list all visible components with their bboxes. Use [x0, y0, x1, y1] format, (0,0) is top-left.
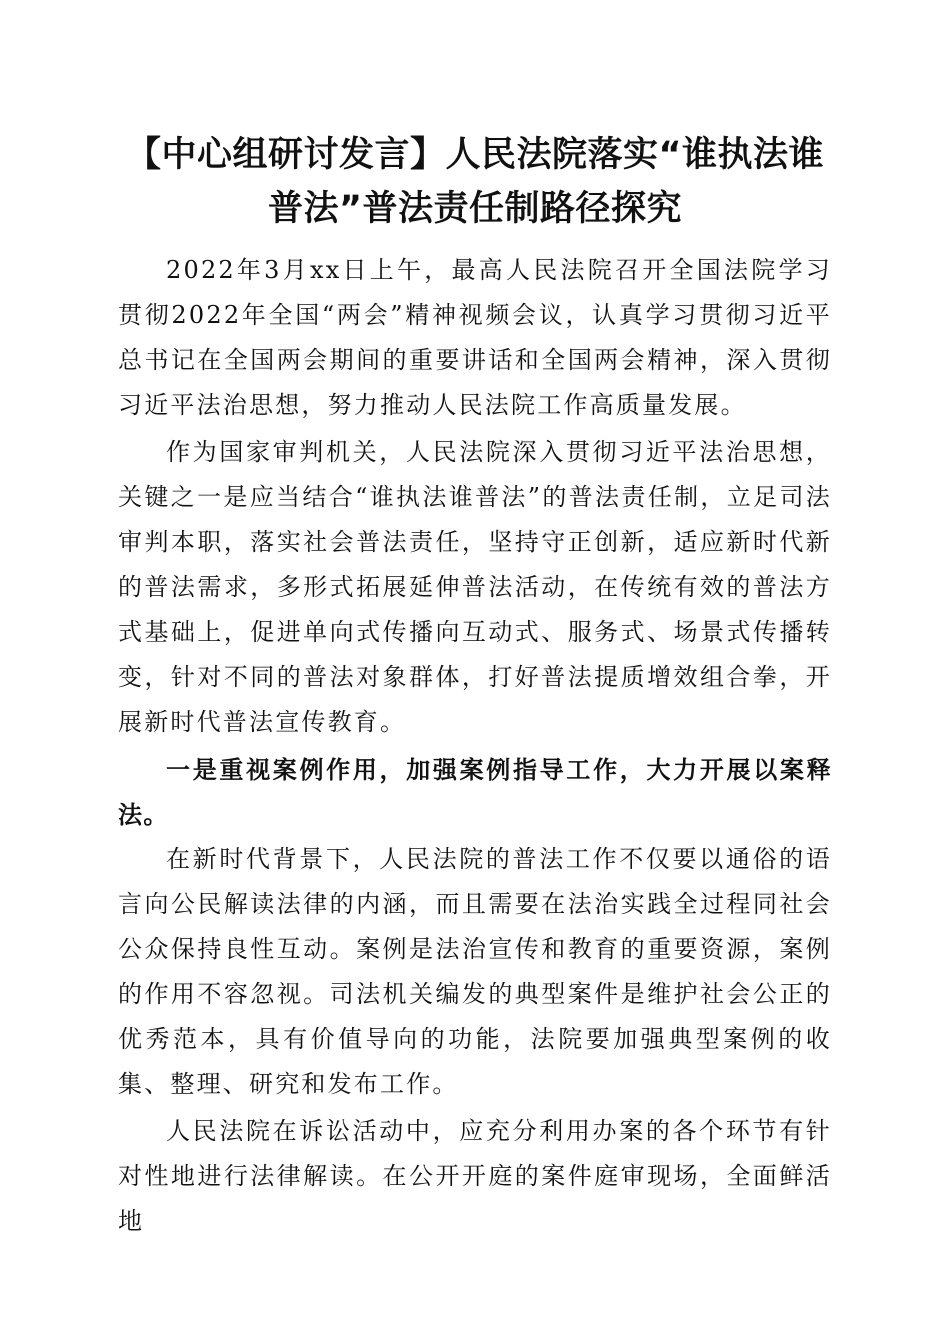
document-title [110, 128, 840, 236]
paragraph-context: 作为国家审判机关，人民法院深入贯彻习近平法治思想，关键之一是应当结合“谁执法谁普法”的普法责任制，立足司法审判本职，落实社会普法责任，坚持守正创新，适应新时代新的普法需求，多形式拓展延伸普法活动，在传统有效的普法方式基础上，促进单向式传播向互动式、服务式、场景式传播转变，针对不同的普法对象群体，打好普法提质增效组合拳，开展新时代普法宣传教育。 [118, 438, 832, 736]
paragraph-cases: 在新时代背景下，人民法院的普法工作不仅要以通俗的语言向公民解读法律的内涵，而且需要在法治实践全过程同社会公众保持良性互动。案例是法治宣传和教育的重要资源，案例的作用不容忽视。司法机关编发的典型案件是维护社会公正的优秀范本，具有价值导向的功能，法院要加强典型案例的收集、整理、研究和发布工作。 [118, 845, 832, 1098]
paragraph-intro: 2022年3月xx日上午，最高人民法院召开全国法院学习贯彻2022年全国“两会”精神视频会议，认真学习贯彻习近平总书记在全国两会期间的重要讲话和全国两会精神，深入贯彻习近平法治思想，努力推动人民法院工作高质量发展。 [118, 256, 832, 419]
document-body [118, 248, 832, 1244]
title-line-2: 普法”普法责任制路径探究 [267, 189, 682, 229]
paragraph-litigation: 人民法院在诉讼活动中，应充分利用办案的各个环节有针对性地进行法律解读。在公开开庭的案件庭审现场，全面鲜活地 [118, 1117, 832, 1235]
title-line-1: 【中心组研讨发言】人民法院落实“谁执法谁 [125, 135, 824, 175]
section-heading-1: 一是重视案例作用，加强案例指导工作，大力开展以案释法。 [118, 755, 832, 829]
